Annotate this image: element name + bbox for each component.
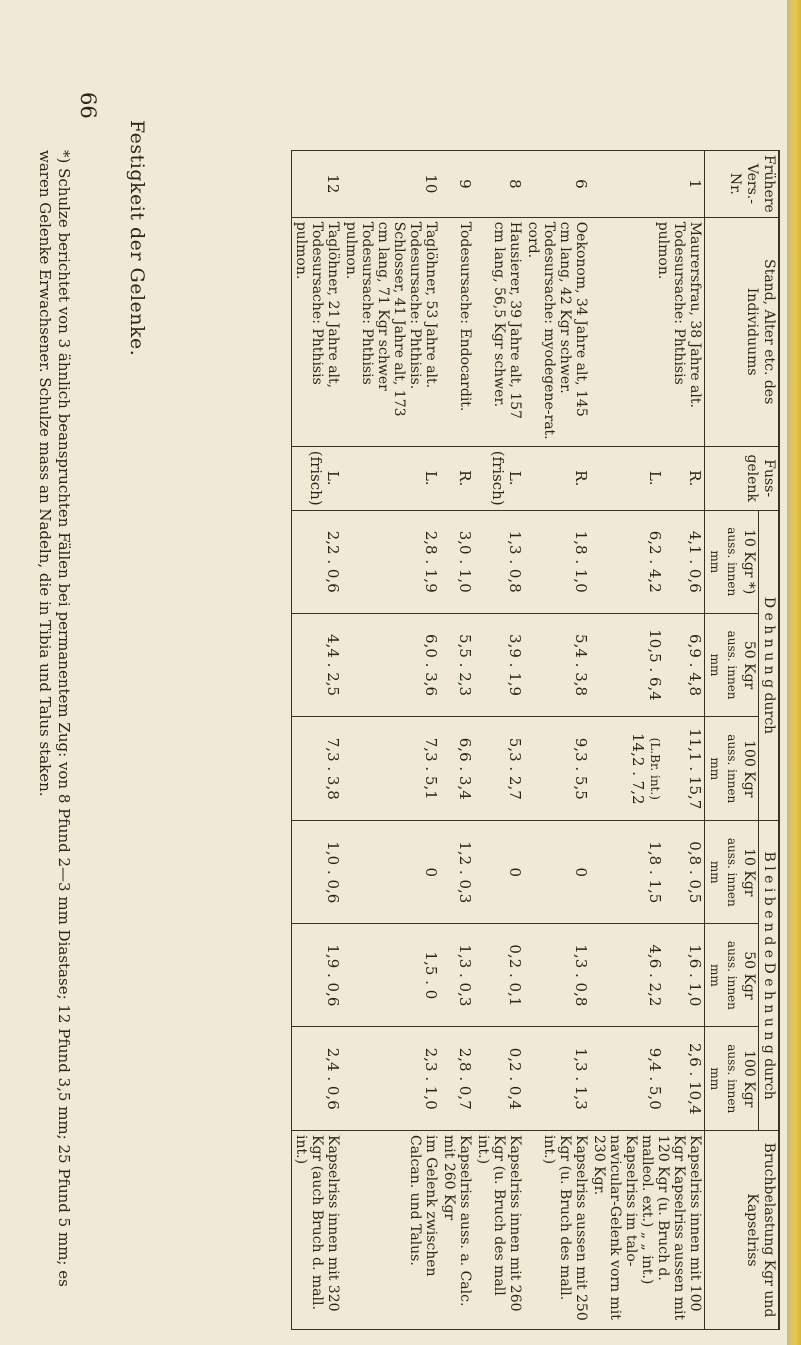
cell-d50: 10,5 . 6,4 <box>590 613 664 717</box>
header-bruch: Bruchbelastung Kgr und Kapselriss <box>705 1131 780 1330</box>
cell-b10: 0 <box>524 821 590 924</box>
row-stand: Maurersfrau, 38 Jahre alt. Todesursache: Phthisis pulmon. <box>590 217 705 446</box>
cell-d100: 11,1 . 15,7 <box>664 717 704 821</box>
row-bruch: Kapselriss auss. a. Calc. mit 260 Kgr <box>440 1131 474 1330</box>
row-stand: Taglöhner, 21 Jahre alt, Todesursache: Phthisis pulmon. <box>292 217 343 446</box>
table-row <box>440 151 474 1330</box>
row-side: R. <box>440 446 474 510</box>
cell-b50: 1,9 . 0,6 <box>292 924 343 1027</box>
cell-d50: 5,5 . 2,3 <box>440 613 474 717</box>
header-bleibende: B l e i b e n d e D e h n u n g durch <box>759 821 780 1131</box>
cell-b100: 9,4 . 5,0 <box>590 1027 664 1131</box>
rotated-page <box>8 0 788 1345</box>
footnote: *) Schulze berichtet von 3 ähnlich beanspruchten Fällen bei permanentem Zug: von 8 Pfund 2—3 mm Diastase; 12 Pfund 3,5 mm; 25 Pfund 5 mm; es waren Gelenke Erwachsener. Schulze mass an Nadeln, die in Tibia und Talus staken. <box>36 150 73 1287</box>
cell-b50: 1,3 . 0,3 <box>440 924 474 1027</box>
row-bruch: im Gelenk zwischen Calcan. und Talus. <box>342 1131 440 1330</box>
cell-d50: 4,4 . 2,5 <box>292 613 343 717</box>
table-row <box>664 151 704 1330</box>
header-w100b: 100 Kgr auss. innen mm <box>705 1027 759 1131</box>
row-nr: 9 <box>440 151 474 218</box>
cell-b10: 1,2 . 0,3 <box>440 821 474 924</box>
row-stand: Todesursache: Endocardit. <box>440 217 474 446</box>
row-stand: Taglöhner, 53 Jahre alt. Todesursache: Phthisis. Schlosser, 41 Jahre alt, 173 cm lang, 71 Kgr schwer Todesursache: Phthisis pulmon. <box>342 217 440 446</box>
header-w10b: 10 Kgr auss. innen mm <box>705 821 759 924</box>
cell-d100: (L.Br. int.) 14,2 . 7,2 <box>590 717 664 821</box>
cell-b100: 2,3 . 1,0 <box>342 1027 440 1131</box>
cell-d100: 7,3 . 3,8 <box>292 717 343 821</box>
cell-d100: 7,3 . 5,1 <box>342 717 440 821</box>
row-side: L. <box>590 446 664 510</box>
cell-d50: 6,0 . 3,6 <box>342 613 440 717</box>
cell-b50: 1,5 . 0 <box>342 924 440 1027</box>
cell-d10: 2,2 . 0,6 <box>292 510 343 613</box>
table-row <box>292 151 343 1330</box>
data-table <box>291 150 780 1330</box>
cell-b10: 1,8 . 1,5 <box>590 821 664 924</box>
cell-b50: 1,6 . 1,0 <box>664 924 704 1027</box>
row-nr: 8 <box>474 151 524 218</box>
row-bruch: Kapselriss innen mit 260 Kgr (u. Bruch des mall int.) <box>474 1131 524 1330</box>
cell-d10: 4,1 . 0,6 <box>664 510 704 613</box>
row-bruch: Kapselriss innen mit 100 Kgr Kapselriss aussen mit 120 Kgr (u. Bruch d. malleol. ext.) „ „ int.) Kapselriss im talo-navicular-Gelenk vorn mit 230 Kgr. <box>590 1131 705 1330</box>
table-row <box>342 151 440 1330</box>
cell-b100: 2,6 . 10,4 <box>664 1027 704 1131</box>
cell-b10: 1,0 . 0,6 <box>292 821 343 924</box>
header-vers-nr: Frühere Vers.-Nr. <box>705 151 780 218</box>
row-side: L. <box>342 446 440 510</box>
row-bruch: Kapselriss aussen mit 250 Kgr (u. Bruch des mall. int.) <box>524 1131 590 1330</box>
cell-b10: 0,8 . 0,5 <box>664 821 704 924</box>
page-number: 66 <box>76 92 100 119</box>
row-nr: 6 <box>524 151 590 218</box>
cell-d50: 6,9 . 4,8 <box>664 613 704 717</box>
cell-b50: 4,6 . 2,2 <box>590 924 664 1027</box>
cell-d50: 3,9 . 1,9 <box>474 613 524 717</box>
row-side: L. (frisch) <box>474 446 524 510</box>
header-w100: 100 Kgr auss. innen mm <box>705 717 759 821</box>
table-row <box>524 151 590 1330</box>
cell-d10: 1,3 . 0,8 <box>474 510 524 613</box>
header-w10: 10 Kgr *) auss. innen mm <box>705 510 759 613</box>
cell-d100: 6,6 . 3,4 <box>440 717 474 821</box>
running-title: Festigkeit der Gelenke. <box>126 120 148 357</box>
cell-d10: 6,2 . 4,2 <box>590 510 664 613</box>
row-side: L. (frisch) <box>292 446 343 510</box>
header-w50b: 50 Kgr auss. innen mm <box>705 924 759 1027</box>
cell-d10: 2,8 . 1,9 <box>342 510 440 613</box>
row-stand: Oekonom, 34 Jahre alt, 145 cm lang, 42 Kgr schwer. Todesursache: myodegene-rat. cord. <box>524 217 590 446</box>
cell-b50: 0,2 . 0,1 <box>474 924 524 1027</box>
cell-d10: 3,0 . 1,0 <box>440 510 474 613</box>
row-bruch: Kapselriss innen mit 320 Kgr (auch Bruch d. mall. int.) <box>292 1131 343 1330</box>
cell-b10: 0 <box>474 821 524 924</box>
header-w50: 50 Kgr auss. innen mm <box>705 613 759 717</box>
row-side: R. <box>524 446 590 510</box>
cell-d50: 5,4 . 3,8 <box>524 613 590 717</box>
row-nr: 10 <box>342 151 440 218</box>
row-nr: 1 <box>590 151 705 218</box>
cell-b100: 2,8 . 0,7 <box>440 1027 474 1131</box>
cell-b100: 1,3 . 1,3 <box>524 1027 590 1131</box>
cell-b10: 0 <box>342 821 440 924</box>
header-stand: Stand, Alter etc. des Individuums <box>705 217 780 446</box>
row-nr: 12 <box>292 151 343 218</box>
cell-d100: 5,3 . 2,7 <box>474 717 524 821</box>
cell-d100: 9,3 . 5,5 <box>524 717 590 821</box>
cell-d10: 1,8 . 1,0 <box>524 510 590 613</box>
page-edge <box>787 0 801 1345</box>
cell-b100: 0,2 . 0,4 <box>474 1027 524 1131</box>
row-side: R. <box>664 446 704 510</box>
cell-b50: 1,3 . 0,8 <box>524 924 590 1027</box>
header-side: Fuss-gelenk <box>705 446 780 510</box>
table-row <box>474 151 524 1330</box>
row-stand: Hausierer, 39 Jahre alt, 157 cm lang, 56,5 Kgr schwer. <box>474 217 524 446</box>
cell-b100: 2,4 . 0,6 <box>292 1027 343 1131</box>
header-dehnung: D e h n u n g durch <box>759 510 780 821</box>
